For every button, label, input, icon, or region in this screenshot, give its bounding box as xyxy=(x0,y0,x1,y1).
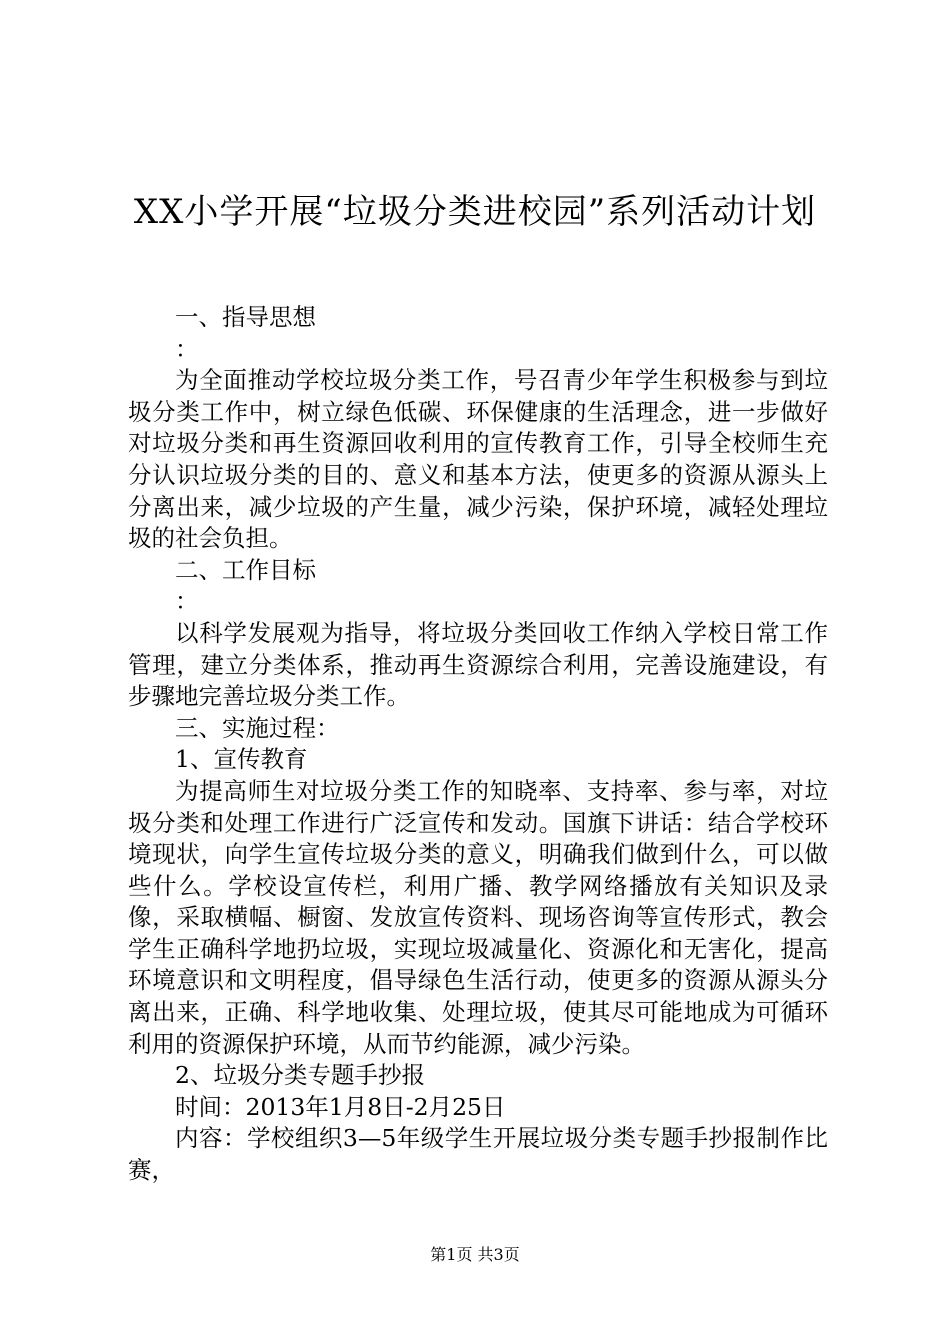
paragraph-time: 时间：2013年1月8日-2月25日 xyxy=(175,1092,506,1121)
section-heading-implementation: 三、实施过程： xyxy=(175,713,340,742)
colon-line: ： xyxy=(175,587,199,616)
section-heading-guiding-ideology: 一、指导思想 xyxy=(175,303,316,331)
document-title: XX小学开展“垃圾分类进校园”系列活动计划 xyxy=(133,192,817,232)
paragraph-publicity-education: 为提高师生对垃圾分类工作的知晓率、支持率、参与率，对垃圾分类和处理工作进行广泛宣传和发动。国旗下讲话：结合学校环境现状，向学生宣传垃圾分类的意义，明确我们做到什么，可以做些什么。学校设宣传栏，利用广播、教学网络播放有关知识及录像，采取横幅、橱窗、发放宣传资料、现场咨询等宣传形式，教会学生正确科学地扔垃圾，实现垃圾减量化、资源化和无害化，提高环境意识和文明程度，倡导绿色生活行动，使更多的资源从源头分离出来，正确、科学地收集、处理垃圾，使其尽可能地成为可循环利用的资源保护环境，从而节约能源，减少污染。 xyxy=(128,776,828,1058)
paragraph-guiding-ideology: 为全面推动学校垃圾分类工作，号召青少年学生积极参与到垃圾分类工作中，树立绿色低碳、环保健康的生活理念，进一步做好对垃圾分类和再生资源回收利用的宣传教育工作，引导全校师生充分认识垃圾分类的目的、意义和基本方法，使更多的资源从源头上分离出来，减少垃圾的产生量，减少污染，保护环境，减轻处理垃圾的社会负担。 xyxy=(128,366,828,553)
paragraph-work-goals: 以科学发展观为指导，将垃圾分类回收工作纳入学校日常工作管理，建立分类体系，推动再生资源综合利用，完善设施建设，有步骤地完善垃圾分类工作。 xyxy=(128,618,828,711)
section-heading-work-goals: 二、工作目标 xyxy=(175,555,316,584)
paragraph-content: 内容：学校组织3—5年级学生开展垃圾分类专题手抄报制作比赛， xyxy=(128,1124,828,1185)
subheading-handwritten-newspaper: 2、垃圾分类专题手抄报 xyxy=(175,1061,425,1090)
document-body xyxy=(128,302,828,1187)
colon-line: ： xyxy=(175,334,199,363)
subheading-publicity-education: 1、宣传教育 xyxy=(175,745,308,774)
page-footer: 第1页 共3页 xyxy=(430,1245,520,1264)
